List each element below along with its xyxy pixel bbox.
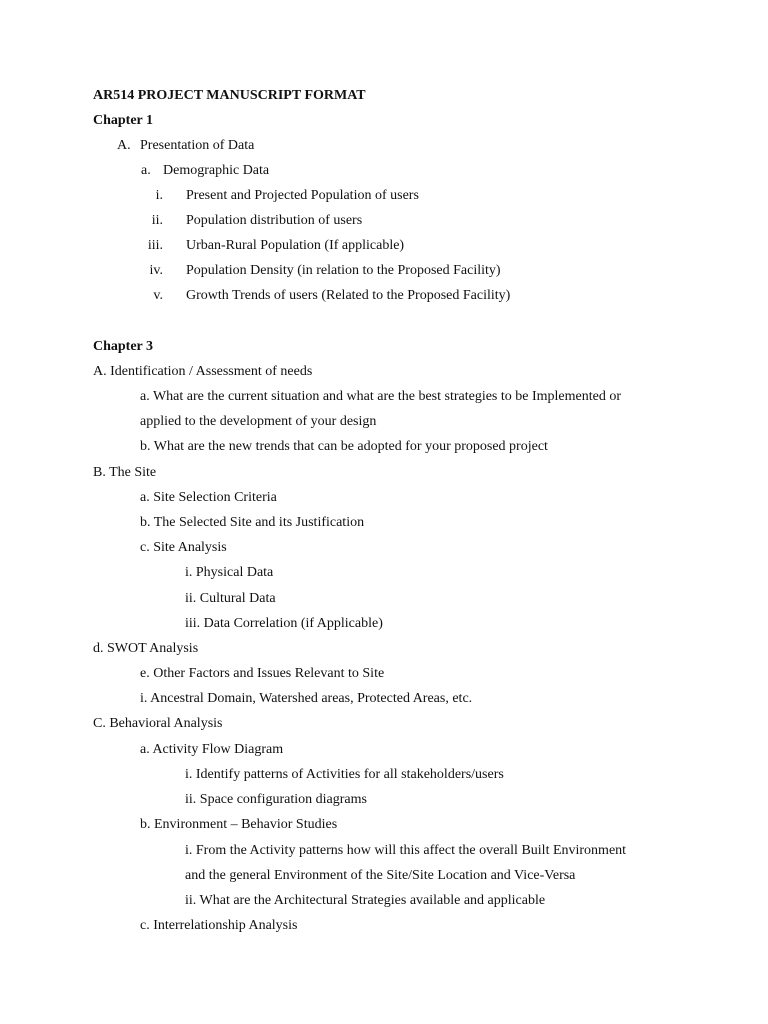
ch1-subitem-text: Population distribution of users xyxy=(186,213,363,228)
outline-line: A. Identification / Assessment of needs xyxy=(93,364,313,379)
outline-line: ii. Cultural Data xyxy=(185,591,276,606)
ch1-subitem-text: Urban-Rural Population (If applicable) xyxy=(186,238,405,253)
ch1-subitem-marker: ii. xyxy=(151,213,163,228)
outline-line: i. From the Activity patterns how will this affect the overall Built Environment xyxy=(185,843,627,858)
ch1-subitem-text: Growth Trends of users (Related to the Proposed Facility) xyxy=(186,288,511,303)
outline-line: ii. What are the Architectural Strategies available and applicable xyxy=(185,893,546,908)
ch1-subitem-text: Present and Projected Population of users xyxy=(186,188,419,203)
outline-line: c. Interrelationship Analysis xyxy=(140,918,298,933)
ch1-item-A-marker: A. xyxy=(117,138,131,153)
outline-line: and the general Environment of the Site/Site Location and Vice-Versa xyxy=(185,868,576,883)
document-title: AR514 PROJECT MANUSCRIPT FORMAT xyxy=(93,88,366,103)
ch1-item-a-text: Demographic Data xyxy=(163,163,270,178)
ch1-subitem-text: Population Density (in relation to the Proposed Facility) xyxy=(186,263,501,278)
outline-line: ii. Space configuration diagrams xyxy=(185,792,367,807)
chapter-3-heading: Chapter 3 xyxy=(93,339,154,354)
outline-line: d. SWOT Analysis xyxy=(93,641,199,656)
chapter-1-heading: Chapter 1 xyxy=(93,113,154,128)
outline-line: a. Activity Flow Diagram xyxy=(140,742,284,757)
outline-line: i. Identify patterns of Activities for all stakeholders/users xyxy=(185,767,504,782)
outline-line: e. Other Factors and Issues Relevant to Site xyxy=(140,666,385,681)
outline-line: c. Site Analysis xyxy=(140,540,227,555)
ch1-item-A-text: Presentation of Data xyxy=(140,138,255,153)
ch1-item-a-marker: a. xyxy=(141,163,151,178)
ch1-subitem-marker: iii. xyxy=(147,238,163,253)
ch1-subitem-marker: iv. xyxy=(149,263,163,278)
outline-line: iii. Data Correlation (if Applicable) xyxy=(185,616,383,631)
ch1-subitem-marker: i. xyxy=(155,188,163,203)
outline-line: i. Ancestral Domain, Watershed areas, Protected Areas, etc. xyxy=(140,691,473,706)
outline-line: b. The Selected Site and its Justification xyxy=(140,515,365,530)
outline-line: B. The Site xyxy=(93,465,157,480)
outline-line: a. Site Selection Criteria xyxy=(140,490,277,505)
outline-line: C. Behavioral Analysis xyxy=(93,716,223,731)
outline-line: applied to the development of your design xyxy=(140,414,377,429)
outline-line: i. Physical Data xyxy=(185,565,274,580)
outline-line: a. What are the current situation and what are the best strategies to be Implemented or xyxy=(140,389,622,404)
ch1-subitem-marker: v. xyxy=(153,288,163,303)
outline-line: b. Environment – Behavior Studies xyxy=(140,817,338,832)
outline-line: b. What are the new trends that can be adopted for your proposed project xyxy=(140,439,548,454)
